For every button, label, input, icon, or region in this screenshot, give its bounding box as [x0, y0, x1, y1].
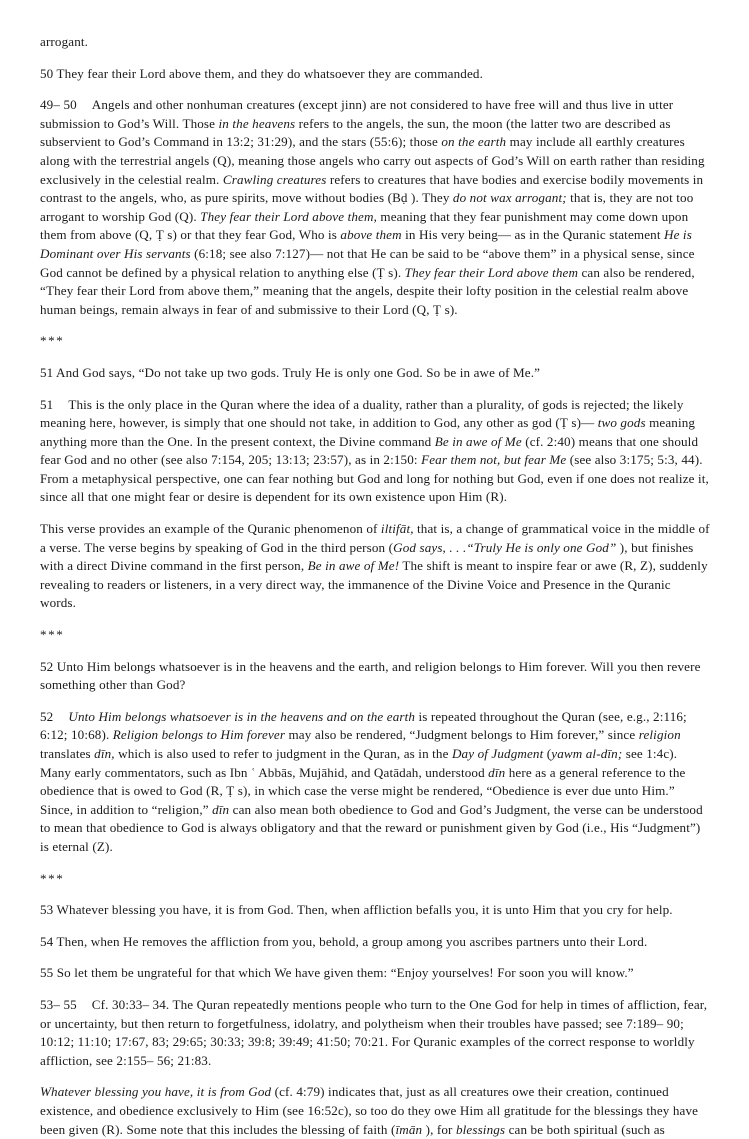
section-separator-1: ***	[40, 333, 65, 349]
section-separator-2: ***	[40, 627, 65, 643]
verse-51: 51 And God says, “Do not take up two gods. Truly He is only one God. So be in awe of Me.”	[40, 364, 541, 380]
page-content	[40, 33, 710, 1139]
commentary-53-55: 53– 55 Cf. 30:33– 34. The Quran repeatedly mentions people who turn to the One God for help in times of affliction, fear, or uncertainty, but then return to forgetfulness, idolatry, and polytheism when their troubles have passed; see 7:189– 90; 10:12; 11:10; 17:67, 83; 29:65; 30:33; 39:8; 39:49; 41:50; 70:21. For Quranic examples of the correct response to worldly affliction, see 2:155– 56; 21:83.	[40, 996, 708, 1068]
verse-52: 52 Unto Him belongs whatsoever is in the heavens and the earth, and religion belongs to Him forever. Will you then revere something other than God?	[40, 658, 701, 693]
paragraph-continuation-arrogant: arrogant.	[40, 34, 89, 49]
verse-55: 55 So let them be ungrateful for that which We have given them: “Enjoy yourselves! For soon you will know.”	[40, 965, 634, 981]
commentary-52: 52 Unto Him belongs whatsoever is in the heavens and on the earth is repeated throughout the Quran (see, e.g., 2:116; 6:12; 10:68). Religion belongs to Him forever may also be rendered, “Judgment belongs to Him forever,” since religion translates dīn, which is also used to refer to judgment in the Quran, as in the Day of Judgment (yawm al-dīn; see 1:4c). Many early commentators, such as Ibn ʿ Abbās, Mujāhid, and Qatādah, understood dīn here as a general reference to the obedience that is owed to God (R, Ṭ s), in which case the verse might be rendered, “Obedience is ever due unto Him.” Since, in addition to “religion,” dīn can also mean both obedience to God and God’s Judgment, the verse can be understood to mean that obedience to God is always obligatory and that the reward or punishment given by God (i.e., His “Judgment”) is eternal (Z).	[40, 708, 703, 854]
verse-50: 50 They fear their Lord above them, and they do whatsoever they are commanded.	[40, 65, 484, 81]
verse-53: 53 Whatever blessing you have, it is from God. Then, when affliction befalls you, it is unto Him that you cry for help.	[40, 902, 673, 918]
section-separator-3: ***	[40, 870, 65, 886]
commentary-49-50: 49– 50 Angels and other nonhuman creatures (except jinn) are not considered to have free will and thus live in utter submission to God’s Will. Those in the heavens refers to the angels, the sun, the moon (the latter two are described as subservient to God’s Command in 13:2; 31:29), and the stars (55:6); those on the earth may include all earthly creatures along with the terrestrial angels (Q), meaning those angels who carry out aspects of God’s Will on earth rather than residing exclusively in the celestial realm. Crawling creatures refers to creatures that have bodies and exercise bodily movements in contrast to the angels, who, as pure spirits, move without bodies (Bḍ ). They do not wax arrogant; that is, they are not too arrogant to worship God (Q). They fear their Lord above them, meaning that they fear punishment may come down upon them from above (Q, Ṭ s) or that they fear God, Who is above them in His very being— as in the Quranic statement He is Dominant over His servants (6:18; see also 7:127)— not that He can be said to be “above them” in a physical sense, since God cannot be defined by a physical relation to anything else (Ṭ s). They fear their Lord above them can also be rendered, “They fear their Lord from above them,” meaning that the angels, despite their lofty position in the celestial realm above human beings, remain always in fear of and submissive to their Lord (Q, Ṭ s).	[40, 97, 705, 317]
commentary-51-iltifat: This verse provides an example of the Quranic phenomenon of iltifāt, that is, a change of grammatical voice in the middle of a verse. The verse begins by speaking of God in the third person (God says, . . .“Truly He is only one God” ), but finishes with a direct Divine command in the first person, Be in awe of Me! The shift is meant to inspire fear or awe (R, Z), suddenly revealing to readers or listeners, in a very direct way, the immanence of the Divine Voice and Presence in the Quranic words.	[40, 521, 710, 611]
commentary-53-55-blessing: Whatever blessing you have, it is from God (cf. 4:79) indicates that, just as all creatures owe their creation, continued existence, and obedience exclusively to Him (see 16:52c), so too do they owe Him all gratitude for the blessings they have been given (R). Some note that this includes the blessing of faith (īmān ), for blessings can be both spiritual (such as	[40, 1084, 699, 1137]
verse-54: 54 Then, when He removes the affliction from you, behold, a group among you ascribes partners unto their Lord.	[40, 933, 648, 949]
commentary-51: 51 This is the only place in the Quran where the idea of a duality, rather than a plurality, of gods is rejected; the likely meaning here, however, is simply that one should not take, in addition to God, any other as god (Ṭ s)— two gods meaning anything more than the One. In the present context, the Divine command Be in awe of Me (cf. 2:40) means that one should fear God and no other (see also 7:154, 205; 13:13; 23:57), as in 2:150: Fear them not, but fear Me (see also 3:175; 5:3, 44). From a metaphysical perspective, one can fear nothing but God and long for nothing but God, even if one does not realize it, since all that one might fear or desire is dependent for its own existence upon Him (R).	[40, 396, 709, 505]
